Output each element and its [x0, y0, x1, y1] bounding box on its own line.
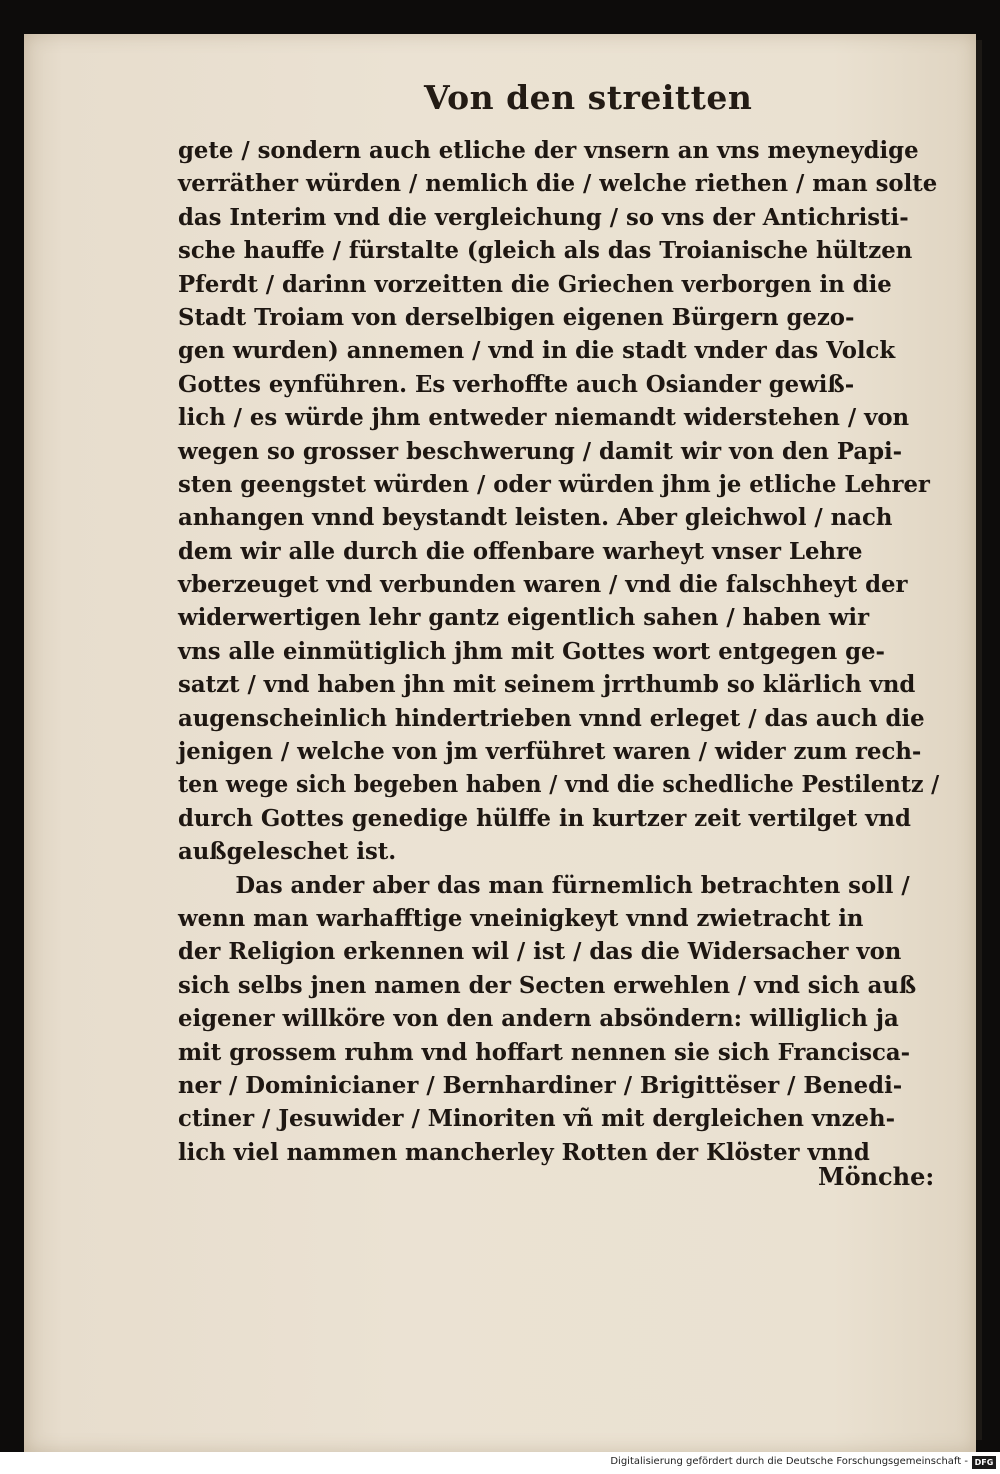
text-line: augenscheinlich hindertrieben vnnd erleget / das auch die [178, 704, 925, 732]
footer [0, 1452, 1000, 1474]
text-line: Gottes eynführen. Es verhoffte auch Osiander gewiß- [178, 370, 855, 398]
page-edge [976, 40, 982, 1440]
text-line: jenigen / welche von jm verführet waren / wider zum rech- [178, 738, 922, 766]
running-head: Von den streitten [424, 78, 753, 117]
text-line: satzt / vnd haben jhn mit seinem jrrthumb so klärlich vnd [178, 671, 916, 699]
text-line: das Interim vnd die vergleichung / so vns der Antichristi- [178, 203, 909, 231]
text-line: vberzeuget vnd verbunden waren / vnd die falschheyt der [178, 571, 908, 599]
text-line: verräther würden / nemlich die / welche riethen / man solte [178, 170, 938, 198]
text-line: lich viel nammen mancherley Rotten der Klöster vnnd [178, 1138, 870, 1166]
text-line: lich / es würde jhm entweder niemandt widerstehen / von [178, 404, 910, 432]
text-line: anhangen vnnd beystandt leisten. Aber gleichwol / nach [178, 504, 893, 532]
catchword: Mönche: [818, 1162, 935, 1191]
text-line: Pferdt / darinn vorzeitten die Griechen verborgen in die [178, 270, 892, 298]
text-line: gete / sondern auch etliche der vnsern an vns meyneydige [178, 137, 919, 164]
text-line: sich selbs jnen namen der Secten erwehlen / vnd sich auß [178, 971, 917, 999]
text-line: widerwertigen lehr gantz eigentlich sahen / haben wir [178, 604, 870, 632]
text-line: dem wir alle durch die offenbare warheyt vnser Lehre [178, 537, 863, 565]
text-line: sten geengstet würden / oder würden jhm je etliche Lehrer [178, 470, 930, 498]
body-text [178, 134, 948, 1169]
dfg-logo: DFG [972, 1456, 996, 1469]
text-line: eigener willköre von den andern absöndern: williglich ja [178, 1005, 899, 1033]
text-line: der Religion erkennen wil / ist / das die Widersacher von [178, 938, 902, 966]
text-line: ctiner / Jesuwider / Minoriten vñ mit dergleichen vnzeh- [178, 1105, 896, 1133]
text-line: sche hauffe / fürstalte (gleich als das Troianische hültzen [178, 237, 913, 265]
text-line: ten wege sich begeben haben / vnd die schedliche Pestilentz / [178, 771, 940, 799]
text-line: wenn man warhafftige vneinigkeyt vnnd zwietracht in [178, 904, 864, 932]
text-line: Das ander aber das man fürnemlich betrachten soll / [235, 871, 910, 899]
text-line: mit grossem ruhm vnd hoffart nennen sie sich Francisca- [178, 1038, 911, 1066]
text-line: wegen so grosser beschwerung / damit wir von den Papi- [178, 437, 903, 465]
text-line: gen wurden) annemen / vnd in die stadt vnder das Volck [178, 337, 896, 365]
text-line: außgeleschet ist. [178, 838, 397, 866]
text-line: durch Gottes genedige hülffe in kurtzer zeit vertilget vnd [178, 804, 911, 832]
text-line: vns alle einmütiglich jhm mit Gottes wort entgegen ge- [178, 637, 885, 665]
footer-credit: Digitalisierung gefördert durch die Deutsche Forschungsgemeinschaft - [610, 1456, 968, 1467]
text-line: ner / Dominicianer / Bernhardiner / Brigittëser / Benedi- [178, 1071, 903, 1099]
text-line: Stadt Troiam von derselbigen eigenen Bürgern gezo- [178, 303, 855, 331]
